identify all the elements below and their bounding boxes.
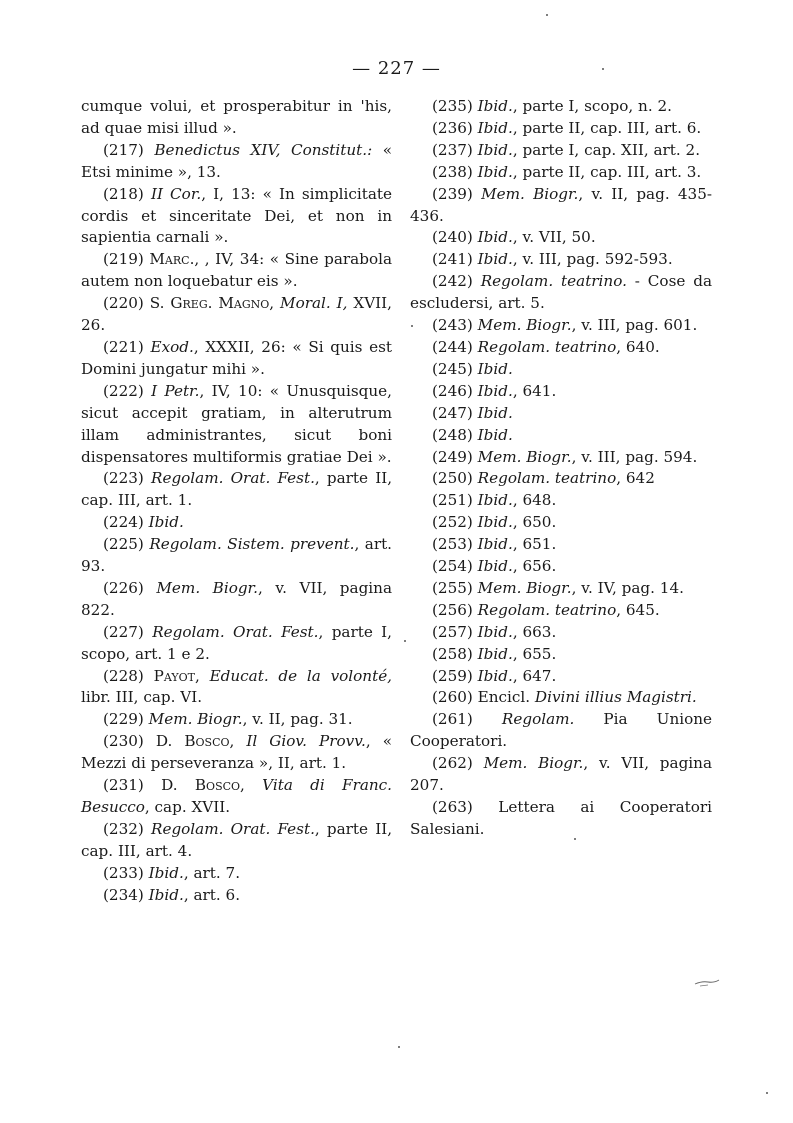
footnote-reference: Regolam. Orat. Fest. bbox=[151, 819, 315, 838]
footnote bbox=[410, 600, 712, 622]
footnote-reference: Ibid. bbox=[148, 863, 184, 882]
footnote-text: , 656. bbox=[512, 557, 557, 576]
footnote-text: , parte I, cap. XII, art. 2. bbox=[512, 140, 701, 159]
footnote-number: (220) bbox=[103, 294, 144, 313]
footnote-number: (222) bbox=[103, 381, 144, 400]
footnote-author: Payot bbox=[153, 666, 195, 685]
footnote-number: (241) bbox=[432, 250, 473, 269]
footnote-number: (237) bbox=[432, 140, 473, 159]
footnote-number: (253) bbox=[432, 535, 473, 554]
footnote bbox=[410, 403, 712, 425]
footnote-number: (240) bbox=[432, 228, 473, 247]
footnote bbox=[81, 709, 392, 731]
footnote-number: (221) bbox=[103, 337, 144, 356]
footnote-author: D. Bosco bbox=[155, 732, 230, 751]
speck bbox=[602, 68, 604, 70]
footnote-text: , art. 7. bbox=[183, 863, 241, 882]
footnote-reference: Ibid. bbox=[477, 666, 513, 685]
footnote-number: (257) bbox=[432, 622, 473, 641]
footnote-number: (219) bbox=[103, 250, 144, 269]
footnote-text: , art. 6. bbox=[183, 885, 241, 904]
footnote-reference: Ibid. bbox=[477, 557, 513, 576]
footnote-number: (254) bbox=[432, 557, 473, 576]
footnote-reference: Ibid. bbox=[477, 140, 513, 159]
footnote-author: Marc. bbox=[149, 250, 195, 269]
footnote-text: , 663. bbox=[512, 622, 557, 641]
footnote: (219) Marc., , IV, 34: « Sine parabola autem non loquebatur eis ». bbox=[81, 250, 392, 291]
footnote-reference: Il Giov. Provv. bbox=[246, 732, 366, 751]
footnote-text: , 647. bbox=[512, 666, 557, 685]
footnote-reference: I Petr. bbox=[151, 381, 200, 400]
footnote-text: Lettera ai Cooperatori Salesiani. bbox=[410, 798, 712, 838]
footnote-text: , 651. bbox=[512, 535, 557, 554]
footnote bbox=[81, 819, 392, 863]
footnote bbox=[410, 666, 712, 688]
footnote-reference: Regolam. teatrino. bbox=[480, 272, 627, 291]
footnote-reference: Educat. de la volonté, bbox=[209, 666, 393, 685]
footnote-number: (218) bbox=[103, 184, 144, 203]
footnote-reference: Ibid. bbox=[477, 425, 513, 444]
footnote-number: (258) bbox=[432, 644, 473, 663]
footnote-text: , 645. bbox=[616, 600, 660, 619]
footnote-text: libr. III, cap. VI. bbox=[81, 688, 203, 707]
speck bbox=[546, 14, 548, 16]
footnote-reference: Ibid. bbox=[477, 228, 513, 247]
footnote bbox=[410, 249, 712, 271]
footnote-reference: II Cor. bbox=[150, 184, 202, 203]
footnote-reference: Ibid. bbox=[477, 359, 513, 378]
footnote bbox=[410, 512, 712, 534]
footnote-reference: Ibid. bbox=[477, 513, 513, 532]
footnote bbox=[410, 425, 712, 447]
footnote-text: , parte I, scopo, art. 1 e 2. bbox=[81, 622, 393, 663]
footnote-text: , XXXII, 26: « Si quis est Domini jungatur mihi ». bbox=[81, 337, 393, 378]
footnote-text: , v. III, pag. 594. bbox=[571, 447, 698, 466]
footnote-text: , 640. bbox=[616, 337, 660, 356]
speck bbox=[574, 838, 576, 840]
footnote: (220) S. Greg. Magno, Moral. I, XVII, 26. bbox=[81, 294, 392, 335]
footnote-text: , v. III, pag. 601. bbox=[571, 316, 698, 335]
footnote bbox=[410, 315, 712, 337]
footnote bbox=[410, 337, 712, 359]
footnote-number: (260) bbox=[432, 688, 473, 707]
footnote-text: , parte I, scopo, n. 2. bbox=[512, 97, 672, 115]
footnote-reference: Exod. bbox=[150, 337, 194, 356]
speck bbox=[766, 1092, 768, 1094]
footnote-number: (259) bbox=[432, 666, 473, 685]
footnote-reference: Regolam. teatrino bbox=[477, 600, 617, 619]
footnote-text: cumque volui, et prosperabitur in 'his, ad quae misi illud ». bbox=[81, 97, 392, 137]
footnote bbox=[410, 468, 712, 490]
footnote-text: Pia Unione Cooperatori. bbox=[410, 710, 712, 751]
footnote-reference: Ibid. bbox=[148, 885, 184, 904]
footnote-text: XVII, 26. bbox=[81, 294, 392, 335]
footnotes-left-column bbox=[81, 96, 392, 907]
footnote-number: (234) bbox=[103, 885, 144, 904]
footnote-text: , parte II, cap. III, art. 1. bbox=[81, 469, 393, 510]
footnote-text: , v. IV, pag. 14. bbox=[571, 578, 684, 597]
footnote-text: , v. VII, 50. bbox=[512, 228, 596, 247]
footnote-reference: Mem. Biogr. bbox=[477, 447, 572, 466]
footnote-text: , 648. bbox=[512, 491, 557, 510]
footnote-text: , 655. bbox=[512, 644, 557, 663]
footnote bbox=[410, 797, 712, 841]
footnote bbox=[81, 863, 392, 885]
footnote bbox=[81, 468, 392, 512]
footnote-number: (230) bbox=[103, 732, 144, 751]
footnote-reference: Ibid. bbox=[148, 513, 184, 532]
footnote-author: S. Greg. Magno bbox=[149, 294, 270, 313]
footnote bbox=[410, 490, 712, 512]
footnote-text: , v. III, pag. 592-593. bbox=[512, 250, 673, 269]
footnote bbox=[410, 753, 712, 797]
footnote bbox=[81, 337, 392, 381]
footnote-reference: Mem. Biogr. bbox=[156, 578, 258, 597]
footnote-reference: Mem. Biogr. bbox=[483, 754, 584, 773]
footnote-text: , 642 bbox=[616, 469, 655, 488]
footnote-text: , v. II, pag. 31. bbox=[242, 710, 353, 729]
footnote bbox=[81, 534, 392, 578]
page-number: — 227 — bbox=[352, 58, 441, 79]
footnote-number: (246) bbox=[432, 381, 473, 400]
footnote-reference: Vita di Franc. Besucco bbox=[81, 776, 393, 816]
footnote-reference: Regolam. Orat. Fest. bbox=[152, 622, 319, 641]
footnote-number: (228) bbox=[103, 666, 144, 685]
footnote bbox=[410, 96, 712, 118]
footnote bbox=[410, 687, 712, 709]
footnote bbox=[410, 447, 712, 469]
footnote-reference: Benedictus XIV, Constitut.: bbox=[154, 140, 373, 159]
footnote-number: (261) bbox=[432, 710, 473, 729]
footnote bbox=[81, 96, 392, 140]
footnote-text: , IV, 34: « Sine parabola autem non loquebatur eis ». bbox=[81, 250, 392, 291]
footnote-text: , I, 13: « In simplicitate cordis et sinceritate Dei, et non in sapientia carnali ». bbox=[81, 184, 392, 247]
footnote-text: « Etsi minime », 13. bbox=[81, 140, 392, 181]
footnote-text: , parte II, cap. III, art. 4. bbox=[81, 819, 393, 860]
footnote-number: (249) bbox=[432, 447, 473, 466]
footnote-number: (252) bbox=[432, 513, 473, 532]
footnote-number: (226) bbox=[103, 578, 144, 597]
footnote-number: (224) bbox=[103, 513, 144, 532]
footnote-reference: Regolam. teatrino bbox=[477, 337, 617, 356]
footnote-text: , cap. XVII. bbox=[144, 798, 231, 816]
footnote-number: (229) bbox=[103, 710, 144, 729]
footnote-text: , 641. bbox=[512, 381, 557, 400]
footnote-reference: Regolam. Orat. Fest. bbox=[151, 469, 315, 488]
footnote-reference: Regolam. bbox=[501, 710, 575, 729]
footnote-number: (242) bbox=[432, 272, 473, 291]
speck bbox=[404, 640, 406, 642]
footnote bbox=[410, 381, 712, 403]
footnote-text: , « Mezzi di perseveranza », II, art. 1. bbox=[81, 732, 392, 773]
footnote-reference: Moral. I, bbox=[280, 294, 348, 313]
footnote-text: , parte II, cap. III, art. 6. bbox=[512, 118, 702, 137]
footnote-number: (236) bbox=[432, 118, 473, 137]
footnote-number: (250) bbox=[432, 469, 473, 488]
footnote: (228) Payot, Educat. de la volonté, libr. III, cap. VI. bbox=[81, 666, 393, 707]
footnote-reference: Ibid. bbox=[477, 644, 513, 663]
footnote-text: , parte II, cap. III, art. 3. bbox=[512, 162, 702, 181]
footnote-reference: Ibid. bbox=[477, 381, 513, 400]
footnote-reference: Mem. Biogr. bbox=[477, 578, 572, 597]
footnote-reference: Ibid. bbox=[477, 491, 513, 510]
footnote bbox=[81, 578, 392, 622]
footnote bbox=[410, 709, 712, 753]
footnote-number: (232) bbox=[103, 819, 144, 838]
footnote-reference: Mem. Biogr. bbox=[148, 710, 243, 729]
footnote-text: , v. VII, pagina 207. bbox=[410, 754, 713, 795]
footnote-reference: Divini illius Magistri. bbox=[534, 688, 697, 707]
footnote bbox=[410, 622, 712, 644]
footnote-number: (239) bbox=[432, 184, 473, 203]
footnote bbox=[81, 184, 392, 250]
footnote-number: (223) bbox=[103, 469, 144, 488]
footnote bbox=[81, 885, 392, 907]
footnote-number: (245) bbox=[432, 359, 473, 378]
footnote-number: (255) bbox=[432, 578, 473, 597]
footnote bbox=[81, 622, 392, 666]
footnote bbox=[81, 512, 392, 534]
footnote bbox=[81, 381, 392, 469]
footnote-reference: Ibid. bbox=[477, 535, 513, 554]
speck bbox=[411, 325, 413, 327]
footnote-reference: Regolam. teatrino bbox=[477, 469, 617, 488]
footnote-reference: Ibid. bbox=[477, 97, 513, 115]
footnote-number: (262) bbox=[432, 754, 473, 773]
footnote-number: (238) bbox=[432, 162, 473, 181]
footnote-author: D. Bosco bbox=[161, 776, 241, 795]
footnote-text: , v. II, pag. 435-436. bbox=[410, 184, 713, 225]
footnote-number: (248) bbox=[432, 425, 473, 444]
footnote-reference: Ibid. bbox=[477, 250, 513, 269]
footnote-reference: Mem. Biogr. bbox=[477, 316, 572, 335]
footnote-number: (251) bbox=[432, 491, 473, 510]
footnote-text: Encicl. bbox=[477, 688, 535, 707]
footnote-reference: Ibid. bbox=[477, 162, 513, 181]
footnote bbox=[410, 578, 712, 600]
footnote-text: , v. VII, pagina 822. bbox=[81, 578, 392, 619]
footnote bbox=[410, 359, 712, 381]
footnote bbox=[410, 534, 712, 556]
footnote-number: (233) bbox=[103, 863, 144, 882]
footnote: (231) D. Bosco, Vita di Franc. Besucco, cap. XVII. bbox=[81, 776, 393, 816]
footnotes-right-column bbox=[410, 96, 712, 841]
footnote-reference: Ibid. bbox=[477, 118, 513, 137]
footnote-number: (263) bbox=[432, 798, 473, 816]
footnote-text: , art. 93. bbox=[81, 535, 393, 576]
footnote-number: (244) bbox=[432, 337, 473, 356]
speck bbox=[398, 1046, 400, 1048]
footnote bbox=[410, 140, 712, 162]
footnote bbox=[410, 184, 712, 228]
footnote bbox=[81, 140, 392, 184]
footnote-text: , IV, 10: « Unusquisque, sicut accepit gratiam, in alterutrum illam administrantes, sicut boni dispensatores multiformis gratiae Dei ». bbox=[81, 381, 392, 466]
footnote bbox=[410, 162, 712, 184]
footnote-number: (256) bbox=[432, 600, 473, 619]
footnote-reference: Mem. Biogr. bbox=[481, 184, 579, 203]
footnote-reference: Ibid. bbox=[477, 403, 513, 422]
footnote bbox=[410, 271, 712, 315]
footnote-number: (231) bbox=[103, 776, 144, 795]
footnote bbox=[410, 118, 712, 140]
pencil-mark-icon bbox=[694, 978, 720, 988]
footnote-number: (243) bbox=[432, 316, 473, 335]
footnote-number: (227) bbox=[103, 622, 144, 641]
footnote bbox=[410, 556, 712, 578]
footnote-reference: Regolam. Sistem. prevent. bbox=[149, 535, 355, 554]
footnote-number: (247) bbox=[432, 403, 473, 422]
footnote-reference: Ibid. bbox=[477, 622, 513, 641]
footnote-number: (217) bbox=[103, 140, 144, 159]
footnote-text: - Cose da escludersi, art. 5. bbox=[410, 272, 713, 313]
footnote bbox=[410, 644, 712, 666]
footnote-number: (225) bbox=[103, 535, 144, 554]
footnote bbox=[410, 227, 712, 249]
footnote: (230) D. Bosco, Il Giov. Provv., « Mezzi di perseveranza », II, art. 1. bbox=[81, 732, 392, 773]
footnote-text: , 650. bbox=[512, 513, 557, 532]
footnote-number: (235) bbox=[432, 97, 473, 115]
